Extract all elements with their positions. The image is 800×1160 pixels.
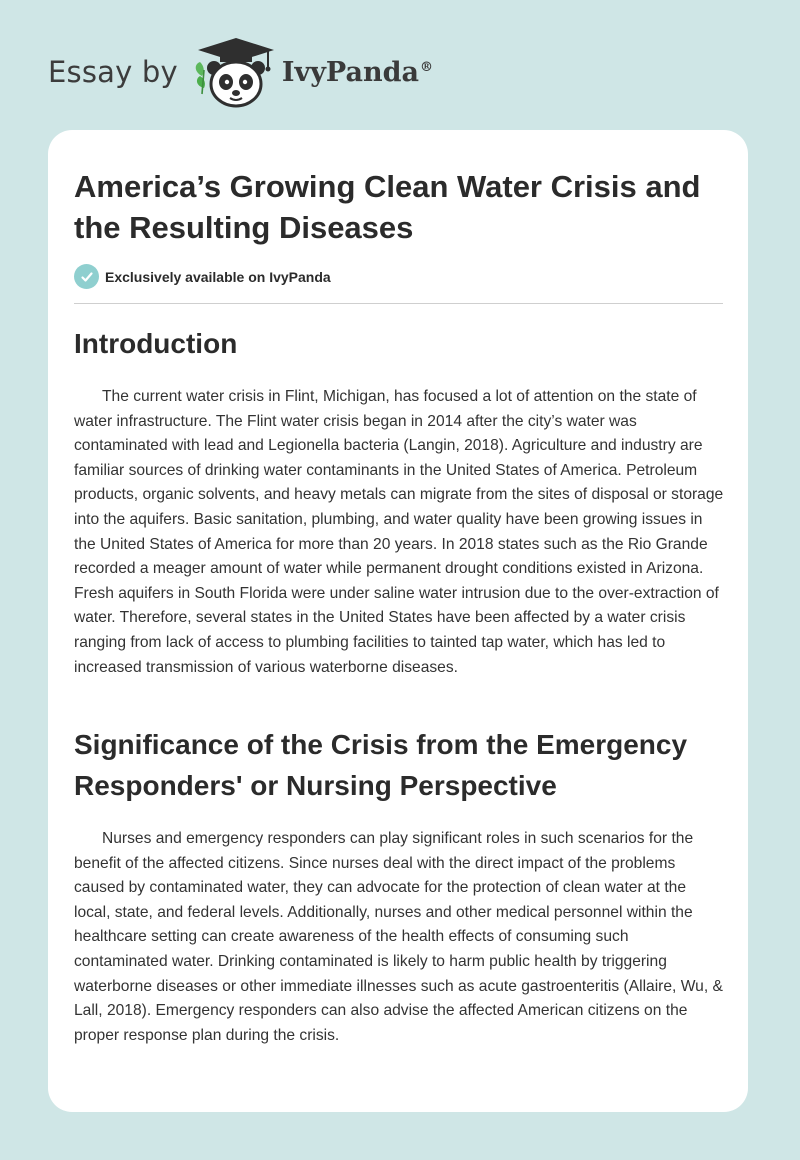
check-mark-icon bbox=[80, 270, 94, 284]
essay-card bbox=[48, 130, 748, 1112]
divider bbox=[74, 303, 723, 304]
section-heading-introduction: Introduction bbox=[74, 328, 238, 359]
page-title: America’s Growing Clean Water Crisis and the Resulting Diseases bbox=[74, 169, 701, 245]
section-text-significance: Nurses and emergency responders can play significant roles in such scenarios for the benefit of the affected citizens. Since nurses deal with the direct impact of the problems caused by contaminated water, they can advocate for the protection of clean water at the local, state, and federal levels. Additionally, nurses and other medical personnel within the healthcare setting can create awareness of the health effects of consuming such contaminated water. Drinking contaminated is likely to harm public health by triggering waterborne diseases or other immediate illnesses such as acute gastroenteritis (Allaire, Wu, & Lall, 2018). Emergency responders can also advise the affected American citizens on the proper response plan during the crisis. bbox=[74, 830, 723, 1044]
brand-name bbox=[282, 57, 433, 88]
section-text-introduction: The current water crisis in Flint, Michigan, has focused a lot of attention on the state of water infrastructure. The Flint water crisis began in 2014 after the city’s water was contaminated with lead and Legionella bacteria (Langin, 2018). Agriculture and industry are familiar sources of drinking water contaminants in the United States of America. Petroleum products, organic solvents, and heavy metals can migrate from the sites of disposal or storage into the aquifers. Basic sanitation, plumbing, and water quality have been growing issues in the United States of America for more than 20 years. In 2018 states such as the Rio Grande recorded a meager amount of water while permanent drought conditions existed in Arizona. Fresh aquifers in South Florida were under saline water intrusion due to the over-extraction of water. Therefore, several states in the United States have been affected by a water crisis ranging from lack of access to plumbing facilities to tainted tap water, which has led to increased transmission of various waterborne diseases. bbox=[74, 388, 724, 676]
brand-prefix: Essay by bbox=[48, 55, 178, 89]
brand-registered-mark: ® bbox=[419, 59, 433, 75]
exclusive-badge bbox=[74, 264, 331, 289]
site-brand[interactable] bbox=[48, 36, 433, 108]
section-heading-significance: Significance of the Crisis from the Emergency Responders' or Nursing Perspective bbox=[74, 729, 688, 801]
check-circle-icon bbox=[74, 264, 99, 289]
badge-label: Exclusively available on IvyPanda bbox=[105, 268, 331, 285]
panda-graduate-logo-icon bbox=[192, 36, 280, 108]
brand-name-text: IvyPanda bbox=[281, 56, 419, 88]
